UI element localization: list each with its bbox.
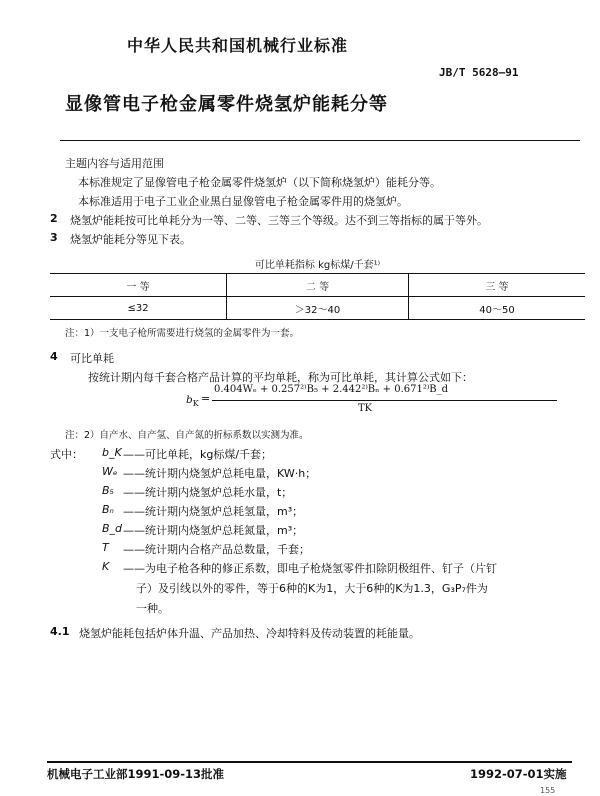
formula-note: 注：2）自产水、自产氢、自产氮的折标系数以实测为准。 [65,430,309,441]
section-1-para-2: 本标准适用于电子工业企业黑白显像管电子枪金属零件用的烧氢炉。 [78,195,408,208]
var-symbol: b_K [102,446,122,459]
var-description: ——统计期内合格产品总数量，千套； [123,543,310,556]
implementation-date: 1992-07-01实施 [470,767,567,781]
energy-grade-table [50,253,585,320]
formula-lhs [186,394,199,408]
section-2-text: 烧氢炉能耗按可比单耗分为一等、二等、三等三个等级。达不到三等指标的属于等外。 [70,214,488,227]
section-1-title: 主题内容与适用范围 [65,157,164,170]
section-1-para-1: 本标准规定了显像管电子枪金属零件烧氢炉（以下简称烧氢炉）能耗分等。 [78,176,441,189]
approval-line: 机械电子工业部1991-09-13批准 [47,767,225,781]
table-header-cell: 三 等 [408,274,585,297]
table-note: 注：1）一支电子枪所需要进行烧氢的金属零件为一套。 [65,328,300,339]
var-symbol: K [102,560,110,573]
section-3-number: 3 [50,231,58,244]
var-description: ——统计期内烧氢炉总耗氢量，m³； [123,505,304,518]
table-caption: 可比单耗指标 kg标煤/千套¹⁾ [254,259,381,271]
section-4-number: 4 [50,350,58,363]
var-symbol: Bₙ [102,503,114,516]
page-number: 155 [540,786,556,795]
section-2-number: 2 [50,212,58,225]
var-description: ——统计期内烧氢炉总耗氮量，m³； [123,524,304,537]
var-symbol: T [102,541,109,554]
table-header-row [50,274,585,297]
formula-equals: = [201,392,211,405]
var-description: ——可比单耗，kg标煤/千套； [123,448,273,461]
var-symbol: B_d [102,522,123,535]
var-description: ——统计期内烧氢炉总耗电量，KW·h； [123,467,317,480]
var-symbol: B₅ [102,484,114,497]
formula-numerator: 0.404Wₑ + 0.257²⁾B₅ + 2.442²⁾Bₙ + 0.671²⁾B_d [214,384,449,395]
var-k-continuation: 一种。 [136,602,169,615]
formula-lhs-symbol: b [186,394,193,406]
org-standard-heading: 中华人民共和国机械行业标准 [127,36,349,55]
table-header-cell: 一 等 [50,274,227,297]
var-k-continuation: 子）及引线以外的零件，等于6种的K为1，大于6种的K为1.3，G₃P₇件为 [136,582,488,595]
section-3-text: 烧氢炉能耗分等见下表。 [70,233,191,246]
footer-rule [47,761,572,763]
table-cell: ＞32～40 [227,297,409,320]
formula-denominator: TK [358,403,373,414]
where-label: 式中： [50,448,83,461]
section-4-1-text: 烧氢炉能耗包括炉体升温、产品加热、冷却特料及传动装置的耗能量。 [79,627,420,640]
page-title: 显像管电子枪金属零件烧氢炉能耗分等 [65,94,388,115]
formula-lhs-subscript: K [192,399,199,409]
table-cell: 40～50 [408,297,585,320]
var-description: ——统计期内烧氢炉总耗水量，t； [123,486,293,499]
section-4-1-number: 4.1 [50,625,70,638]
table-header-cell: 二 等 [227,274,409,297]
standard-code: JB/T 5628—91 [439,66,519,79]
section-4-intro: 按统计期内每千套合格产品计算的平均单耗，称为可比单耗，其计算公式如下： [88,371,473,384]
title-rule [60,140,580,141]
table-cell: ≤32 [50,297,227,320]
section-4-title: 可比单耗 [70,352,114,365]
table-row [50,297,585,320]
var-description: ——为电子枪各种的修正系数，即电子枪烧氢零件扣除阴极组件、钉子（片钉 [123,562,497,575]
formula-fraction-bar [212,400,557,401]
var-symbol: Wₑ [102,465,118,478]
